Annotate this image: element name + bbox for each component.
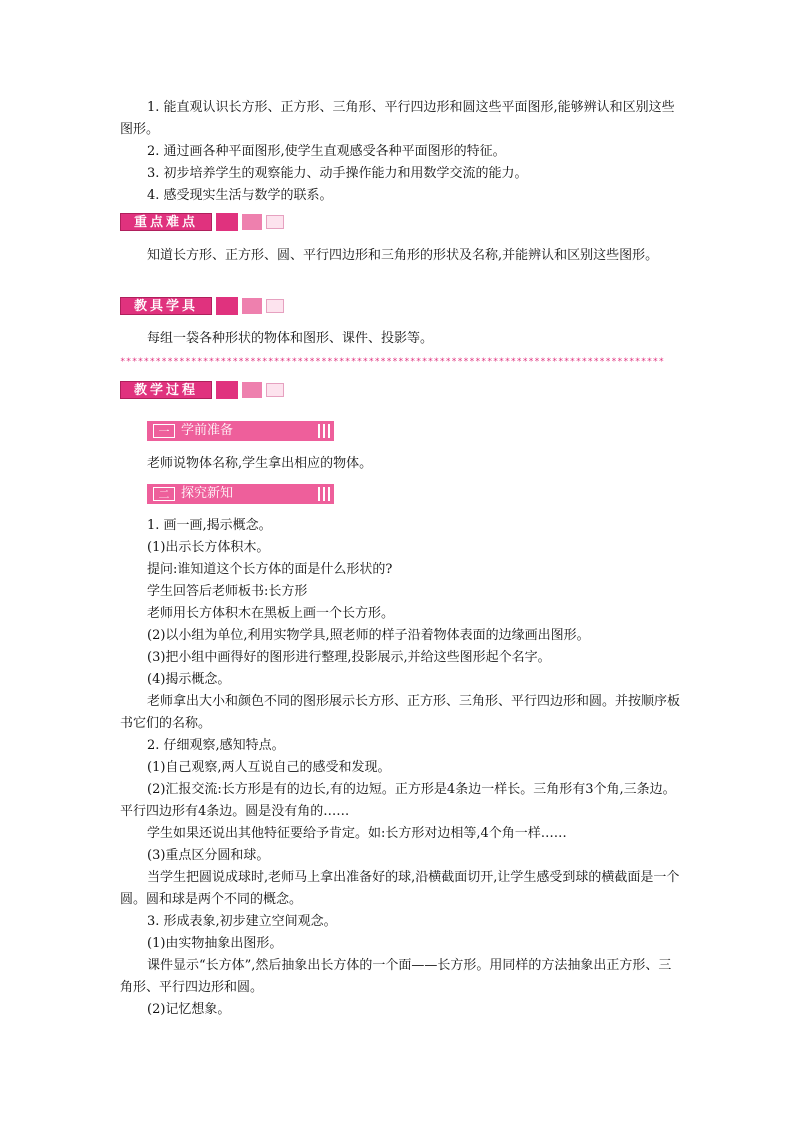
part2-line: (4)揭示概念。 [147,672,231,687]
part2-line: 老师拿出大小和颜色不同的图形展示长方形、正方形、三角形、平行四边形和圆。并按顺序板书它们的名称。 [120,694,681,731]
part2-line: (2)记忆想象。 [147,1002,231,1017]
process-heading: 教学过程 [120,381,212,399]
part2-line: (3)把小组中画得好的图形进行整理,投影展示,并给这些图形起个名字。 [147,650,551,665]
part2-line: 学生如果还说出其他特征要给予肯定。如:长方形对边相等,4个角一样…… [147,826,567,841]
part2-title: 探究新知 [181,486,234,501]
key-points-heading: 重点难点 [120,213,212,231]
key-points-header [120,212,284,232]
part2-line: 1. 画一画,揭示概念。 [147,518,272,533]
part1-title: 学前准备 [181,423,234,438]
part2-line: 3. 形成表象,初步建立空间观念。 [147,914,337,929]
objective-3: 3. 初步培养学生的观察能力、动手操作能力和用数学交流的能力。 [147,166,528,181]
key-points-text: 知道长方形、正方形、圆、平行四边形和三角形的形状及名称,并能辨认和区别这些图形。 [147,248,659,263]
decor-square-icon [216,381,238,399]
decor-square-icon [266,215,284,229]
objective-4: 4. 感受现实生活与数学的联系。 [147,188,333,203]
star-separator: ******************************************************************************************** [120,357,665,367]
part2-line: (2)汇报交流:长方形是有的边长,有的边短。正方形是4条边一样长。三角形有3个角,三条边。平行四边形有4条边。圆是没有角的…… [120,782,676,819]
part2-banner [147,484,334,504]
process-header [120,380,284,400]
part2-line: (1)出示长方体积木。 [147,540,270,555]
decor-square-icon [216,213,238,231]
part2-line: (1)由实物抽象出图形。 [147,936,283,951]
stripes-icon [318,487,330,501]
part1-text: 老师说物体名称,学生拿出相应的物体。 [147,456,373,471]
decor-square-icon [266,383,284,397]
objective-2: 2. 通过画各种平面图形,使学生直观感受各种平面图形的特征。 [147,144,506,159]
materials-text: 每组一袋各种形状的物体和图形、课件、投影等。 [147,331,434,346]
stripes-icon [318,424,330,438]
decor-square-icon [242,298,262,314]
part2-line: 老师用长方体积木在黑板上画一个长方形。 [147,606,395,621]
part2-line: (3)重点区分圆和球。 [147,848,270,863]
decor-square-icon [216,297,238,315]
decor-square-icon [242,214,262,230]
part2-line: 提问:谁知道这个长方体的面是什么形状的? [147,562,393,577]
part2-line: 课件显示“长方体”,然后抽象出长方体的一个面——长方形。用同样的方法抽象出正方形、三角形、平行四边形和圆。 [120,958,672,995]
objective-1: 1. 能直观认识长方形、正方形、三角形、平行四边形和圆这些平面图形,能够辨认和区别这些图形。 [120,100,675,137]
part2-line: 当学生把圆说成球时,老师马上拿出准备好的球,沿横截面切开,让学生感受到球的横截面是一个圆。圆和球是两个不同的概念。 [120,870,680,907]
part2-line: 2. 仔细观察,感知特点。 [147,738,285,753]
part1-banner [147,421,334,441]
materials-header [120,296,284,316]
part2-line: (1)自己观察,两人互说自己的感受和发现。 [147,760,391,775]
part2-line: 学生回答后老师板书:长方形 [147,584,308,599]
part2-number: 二 [153,487,175,501]
part1-number: 一 [153,424,175,438]
part2-line: (2)以小组为单位,利用实物学具,照老师的样子沿着物体表面的边缘画出图形。 [147,628,590,643]
decor-square-icon [266,299,284,313]
decor-square-icon [242,382,262,398]
materials-heading: 教具学具 [120,297,212,315]
